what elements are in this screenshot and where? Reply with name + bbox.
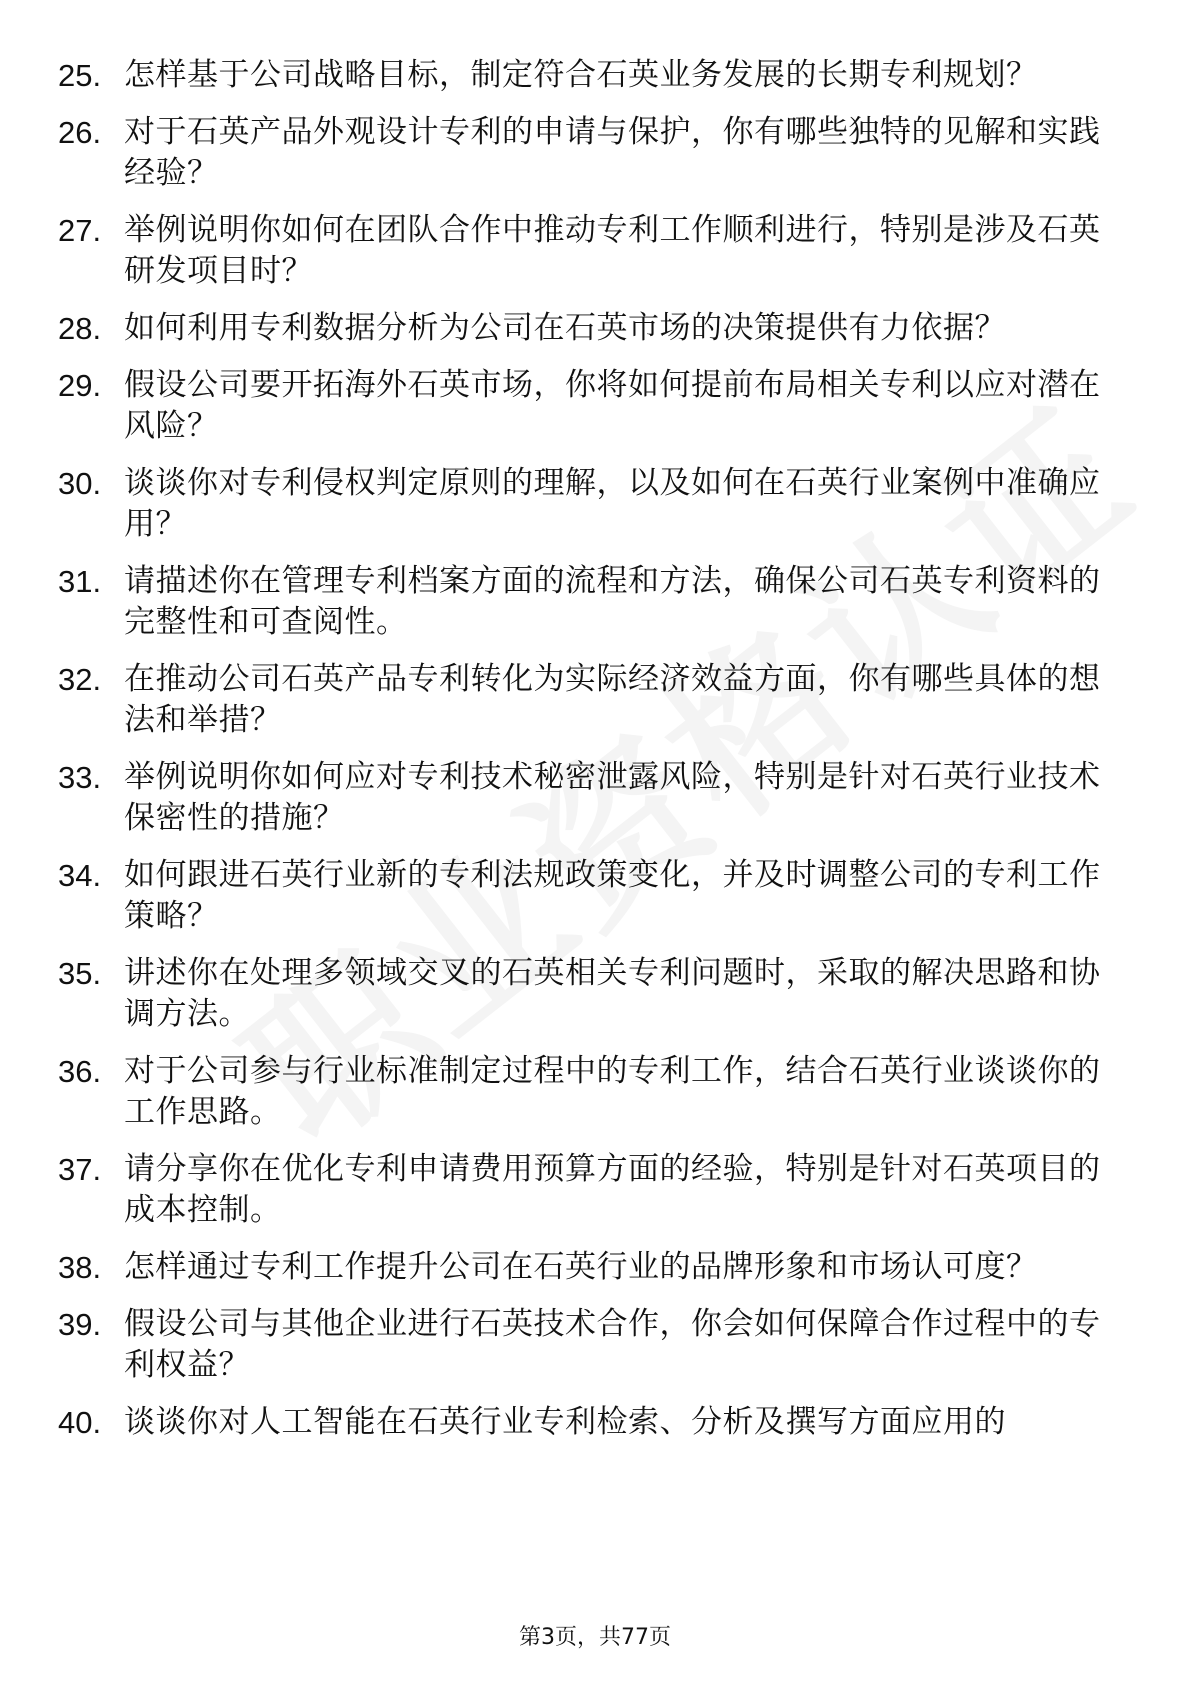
question-number: 25. [58,58,102,93]
question-text: 讲述你在处理多领域交叉的石英相关专利问题时，采取的解决思路和协调方法。 [124,955,1101,1032]
question-text: 举例说明你如何在团队合作中推动专利工作顺利进行，特别是涉及石英研发项目时？ [124,212,1101,289]
question-item [58,1304,1118,1386]
question-number: 39. [58,1307,102,1342]
question-item [58,210,1118,292]
question-number: 31. [58,564,102,599]
question-number: 28. [58,311,102,346]
question-list [58,55,1118,1459]
question-text: 对于公司参与行业标准制定过程中的专利工作，结合石英行业谈谈你的工作思路。 [124,1053,1101,1130]
question-item [58,659,1118,741]
question-number: 29. [58,368,102,403]
question-text: 假设公司要开拓海外石英市场，你将如何提前布局相关专利以应对潜在风险？ [124,367,1101,444]
question-number: 26. [58,115,102,150]
question-item [58,1149,1118,1231]
question-number: 32. [58,662,102,697]
question-item [58,112,1118,194]
question-item [58,1247,1118,1288]
question-number: 35. [58,956,102,991]
question-item [58,1402,1118,1443]
question-text: 怎样通过专利工作提升公司在石英行业的品牌形象和市场认可度？ [124,1249,1038,1285]
question-text: 请分享你在优化专利申请费用预算方面的经验，特别是针对石英项目的成本控制。 [124,1151,1101,1228]
question-number: 37. [58,1152,102,1187]
question-text: 在推动公司石英产品专利转化为实际经济效益方面，你有哪些具体的想法和举措？ [124,661,1101,738]
question-text: 如何利用专利数据分析为公司在石英市场的决策提供有力依据？ [124,310,1006,346]
question-text: 怎样基于公司战略目标，制定符合石英业务发展的长期专利规划？ [124,57,1038,93]
question-number: 34. [58,858,102,893]
question-item [58,757,1118,839]
question-item [58,365,1118,447]
question-text: 举例说明你如何应对专利技术秘密泄露风险，特别是针对石英行业技术保密性的措施？ [124,759,1101,836]
question-number: 40. [58,1405,102,1440]
question-number: 38. [58,1250,102,1285]
question-text: 谈谈你对专利侵权判定原则的理解，以及如何在石英行业案例中准确应用？ [124,465,1101,542]
question-number: 27. [58,213,102,248]
question-text: 谈谈你对人工智能在石英行业专利检索、分析及撰写方面应用的 [124,1404,1006,1440]
question-item [58,561,1118,643]
question-text: 请描述你在管理专利档案方面的流程和方法，确保公司石英专利资料的完整性和可查阅性。 [124,563,1101,640]
question-item [58,1051,1118,1133]
question-text: 假设公司与其他企业进行石英技术合作，你会如何保障合作过程中的专利权益？ [124,1306,1101,1383]
question-item [58,855,1118,937]
question-item [58,463,1118,545]
page-number-footer: 第3页，共77页 [519,1625,671,1650]
question-number: 36. [58,1054,102,1089]
question-item [58,953,1118,1035]
question-item [58,308,1118,349]
question-text: 对于石英产品外观设计专利的申请与保护，你有哪些独特的见解和实践经验？ [124,114,1101,191]
question-number: 33. [58,760,102,795]
question-text: 如何跟进石英行业新的专利法规政策变化，并及时调整公司的专利工作策略？ [124,857,1101,934]
question-number: 30. [58,466,102,501]
question-item [58,55,1118,96]
